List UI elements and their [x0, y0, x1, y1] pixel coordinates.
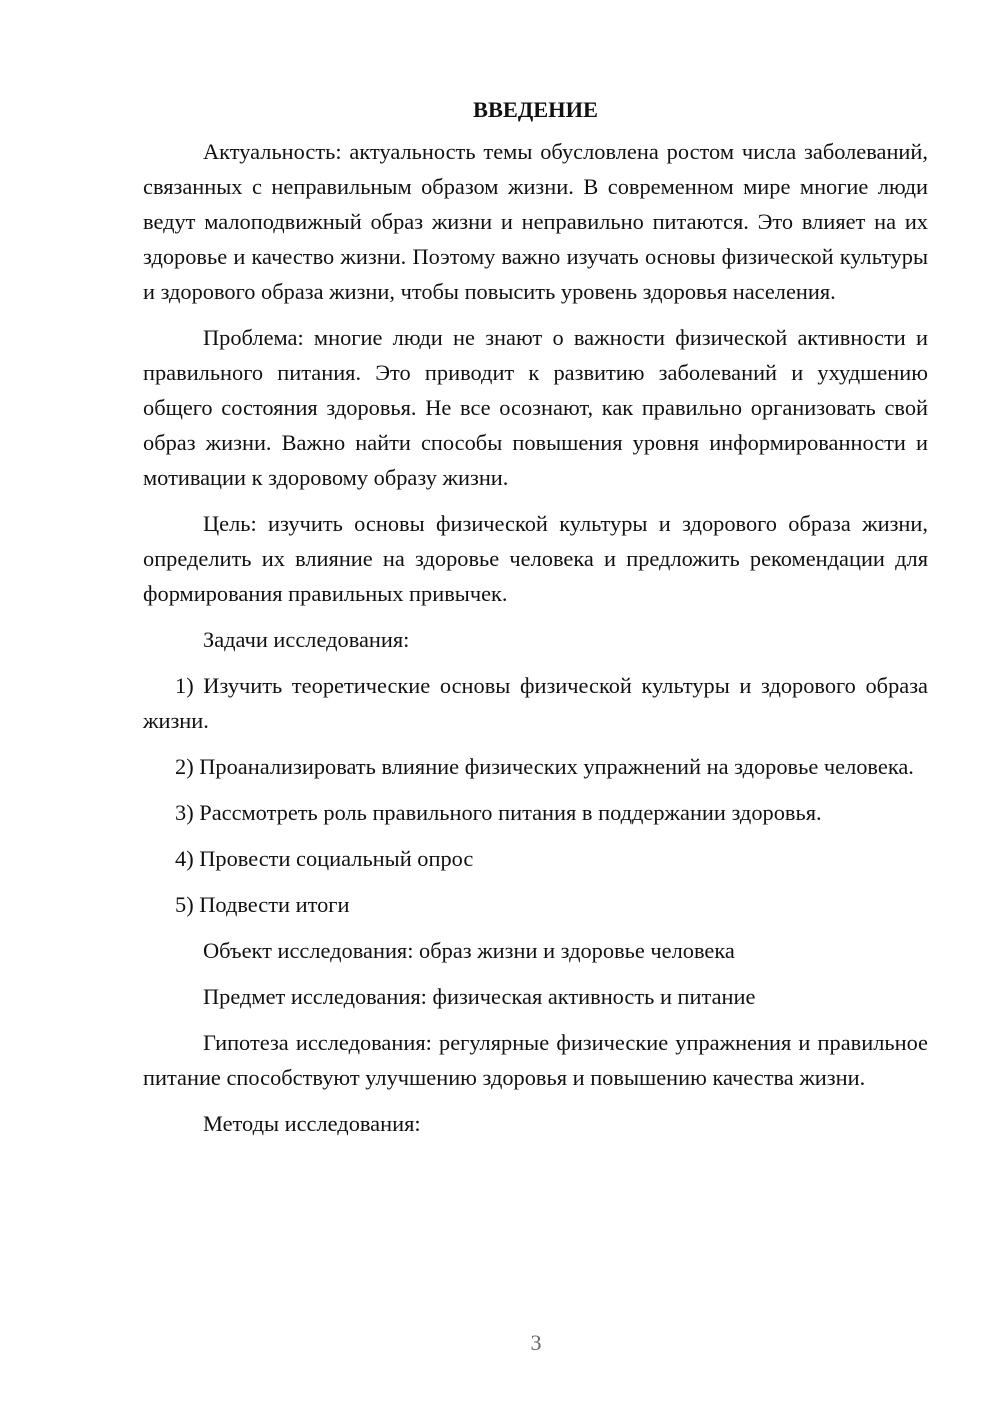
task-item-5: 5) Подвести итоги — [175, 892, 350, 917]
paragraph-object: Объект исследования: образ жизни и здоровье человека — [203, 938, 735, 963]
document-body — [143, 92, 928, 1152]
task-item-2: 2) Проанализировать влияние физических упражнений на здоровье человека. — [175, 754, 914, 779]
task-item-3: 3) Рассмотреть роль правильного питания в поддержании здоровья. — [175, 800, 822, 825]
paragraph-hypothesis: Гипотеза исследования: регулярные физические упражнения и правильное питание способствуют улучшению здоровья и повышению качества жизни. — [143, 1030, 928, 1090]
page-number: 3 — [530, 1330, 542, 1355]
page-title: ВВЕДЕНИЕ — [473, 97, 598, 122]
paragraph-goal: Цель: изучить основы физической культуры и здорового образа жизни, определить их влияние на здоровье человека и предложить рекомендации для формирования правильных привычек. — [143, 511, 928, 606]
methods-heading: Методы исследования: — [203, 1111, 421, 1136]
paragraph-problem: Проблема: многие люди не знают о важности физической активности и правильного питания. Это приводит к развитию заболеваний и ухудшению общего состояния здоровья. Не все осознают, как правильно организовать свой образ жизни. Важно найти способы повышения уровня информированности и мотивации к здоровому образу жизни. — [143, 325, 928, 490]
paragraph-subject: Предмет исследования: физическая активность и питание — [203, 984, 756, 1009]
paragraph-relevance: Актуальность: актуальность темы обусловлена ростом числа заболеваний, связанных с неправильным образом жизни. В современном мире многие люди ведут малоподвижный образ жизни и неправильно питаются. Это влияет на их здоровье и качество жизни. Поэтому важно изучать основы физической культуры и здорового образа жизни, чтобы повысить уровень здоровья населения. — [143, 139, 928, 304]
task-item-4: 4) Провести социальный опрос — [175, 846, 474, 871]
task-item-1: 1) Изучить теоретические основы физической культуры и здорового образа жизни. — [143, 673, 928, 733]
tasks-heading: Задачи исследования: — [203, 627, 410, 652]
